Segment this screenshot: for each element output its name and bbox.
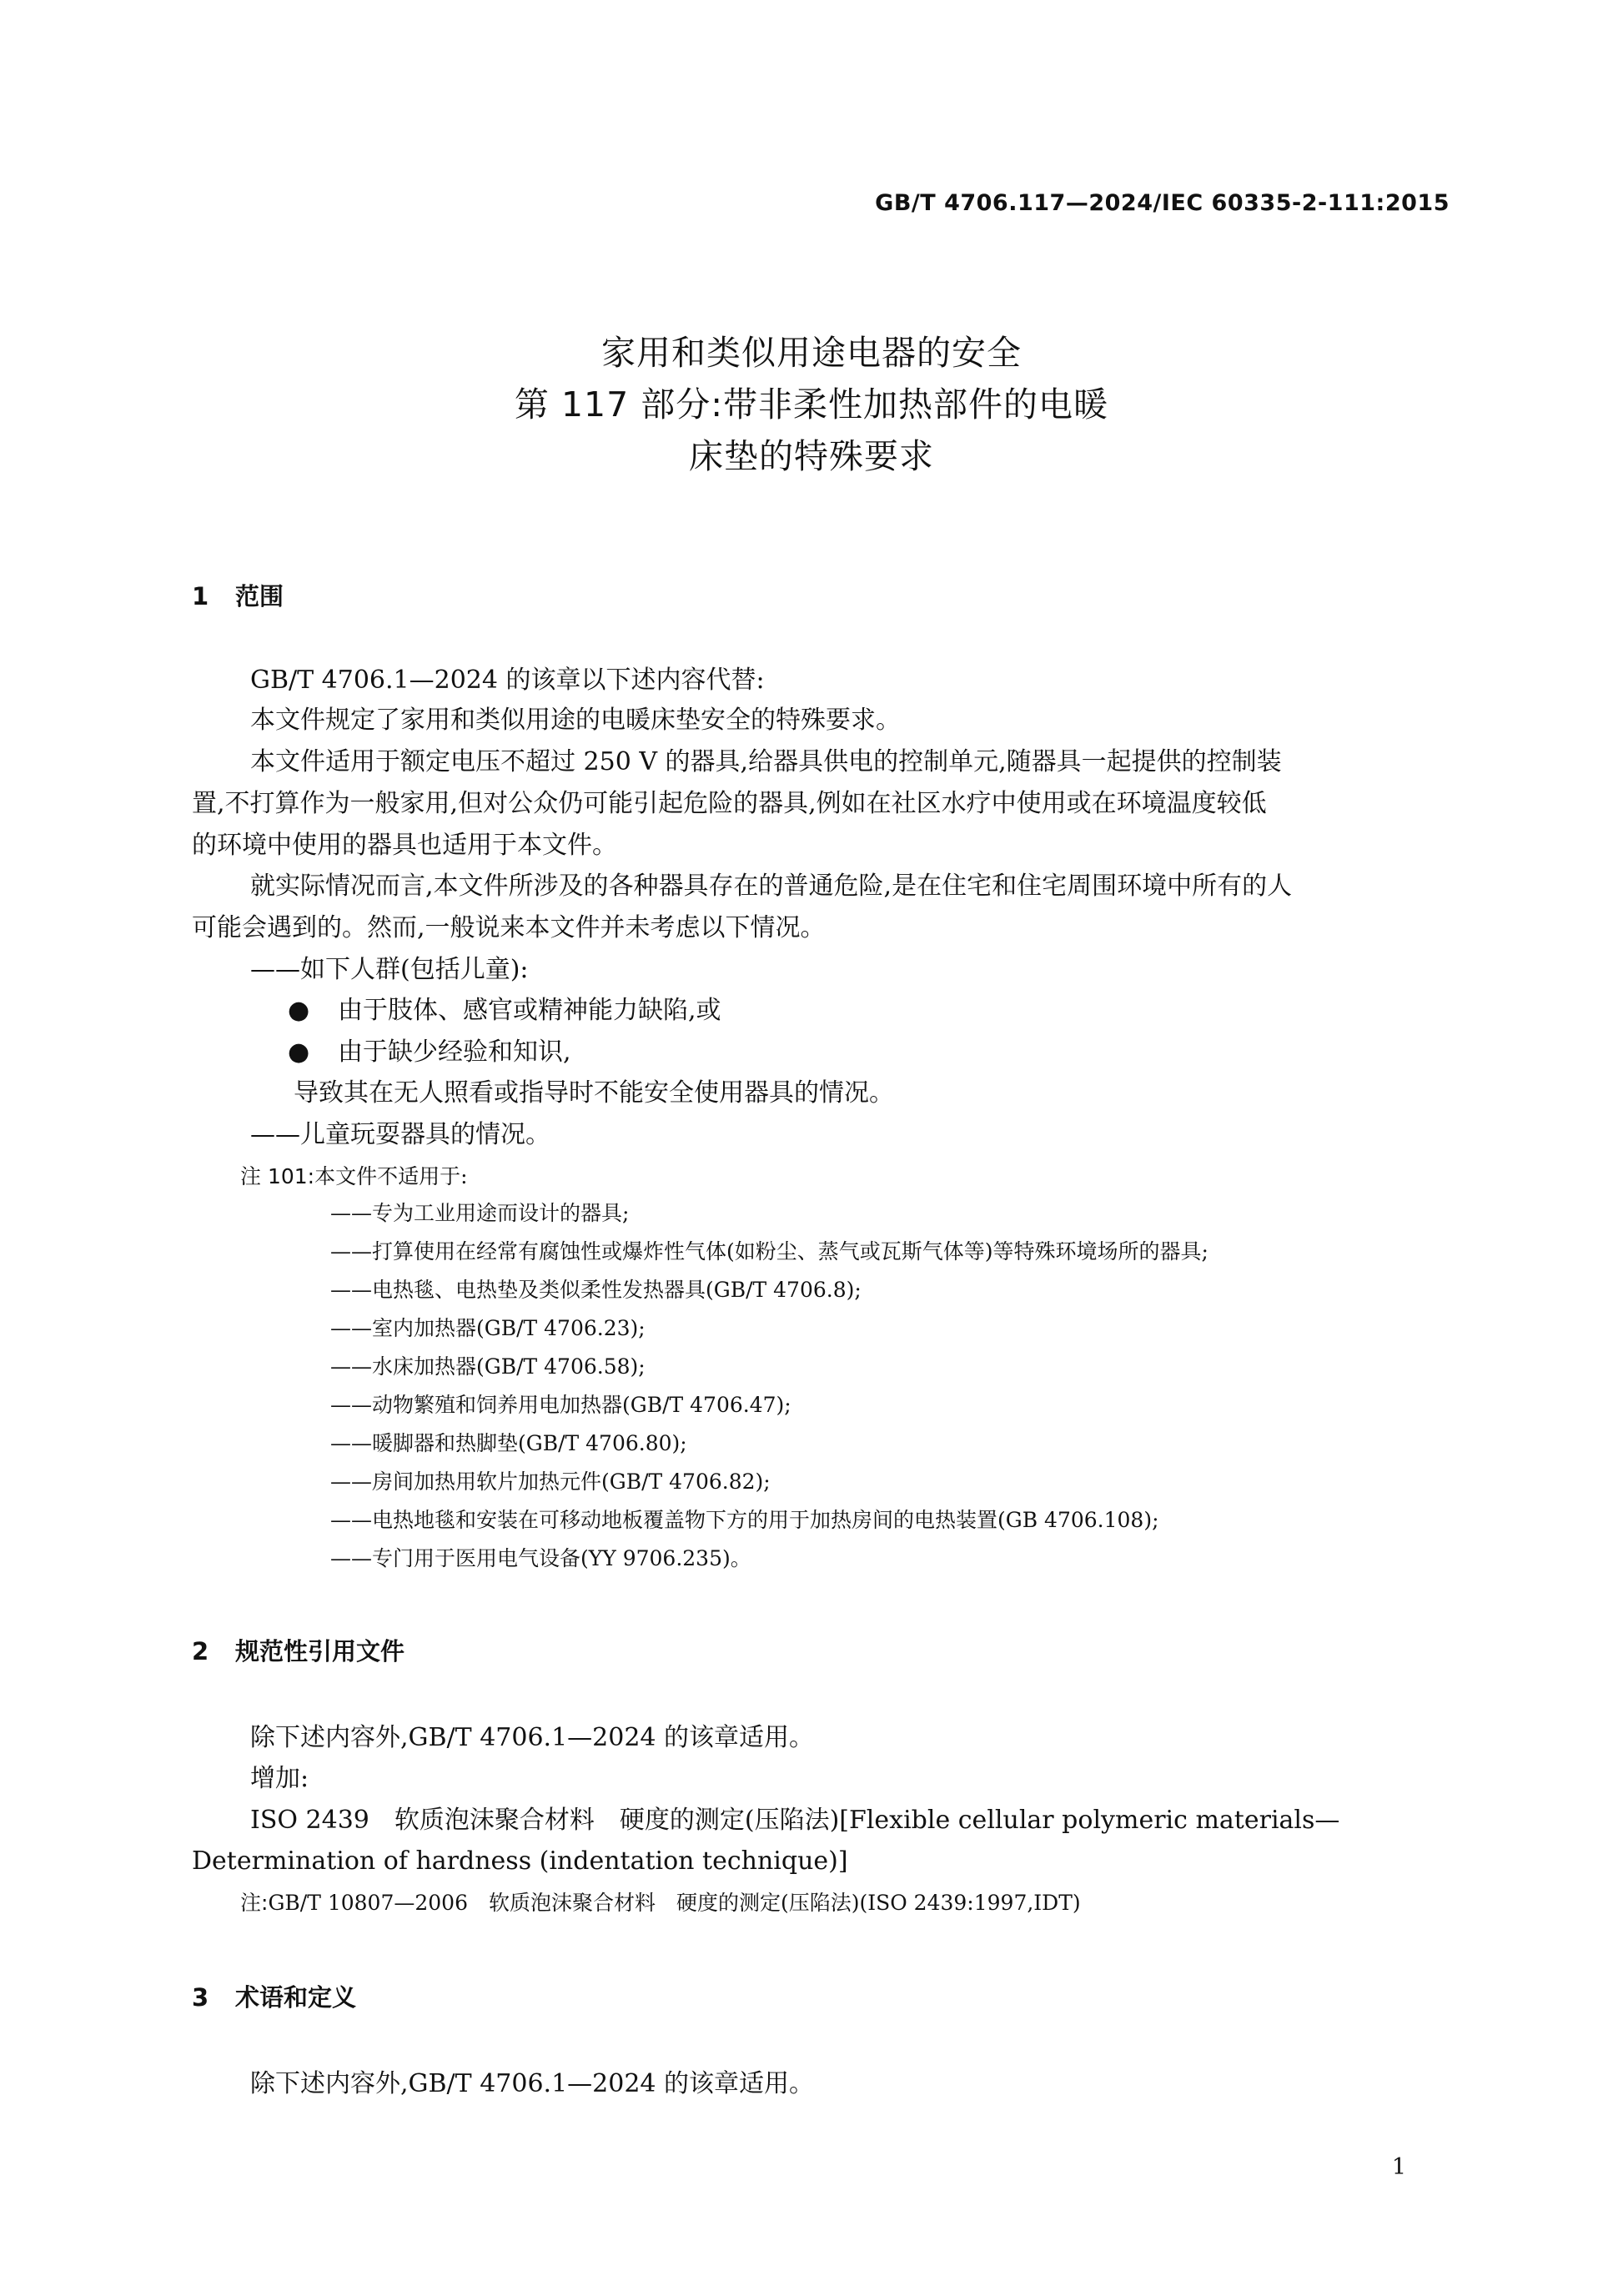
paragraph: 除下述内容外,GB/T 4706.1—2024 的该章适用。	[250, 1723, 815, 1752]
section-title: 术语和定义	[235, 1983, 357, 2012]
note-101	[240, 1162, 468, 1192]
bullet-tail: 导致其在无人照看或指导时不能安全使用器具的情况。	[294, 1078, 894, 1108]
note-text: GB/T 10807—2006 软质泡沫聚合材料 硬度的测定(压陷法)(ISO 2439:1997,IDT)	[268, 1891, 1081, 1915]
bullet-icon: ●	[288, 1037, 310, 1067]
paragraph: 除下述内容外,GB/T 4706.1—2024 的该章适用。	[250, 2069, 815, 2098]
paragraph-line: 的环境中使用的器具也适用于本文件。	[192, 831, 617, 860]
paragraph: 本文件规定了家用和类似用途的电暖床垫安全的特殊要求。	[250, 706, 901, 735]
section-2-heading	[192, 1633, 404, 1667]
note	[240, 1888, 1081, 1918]
title-line-1: 家用和类似用途电器的安全	[601, 333, 1022, 373]
section-number: 1	[192, 582, 209, 610]
dash-item: ——儿童玩耍器具的情况。	[250, 1120, 550, 1149]
note-item: ——水床加热器(GB/T 4706.58);	[330, 1354, 646, 1379]
bullet-text: 由于肢体、感官或精神能力缺陷,或	[338, 996, 721, 1025]
note-label: 注 101:	[240, 1164, 315, 1188]
section-1-heading	[192, 578, 284, 612]
note-item: ——动物繁殖和饲养用电加热器(GB/T 4706.47);	[330, 1393, 791, 1417]
note-item: ——电热毯、电热垫及类似柔性发热器具(GB/T 4706.8);	[330, 1278, 862, 1302]
title-line-2: 第 117 部分:带非柔性加热部件的电暖	[514, 384, 1109, 425]
paragraph-line: 可能会遇到的。然而,一般说来本文件并未考虑以下情况。	[192, 913, 826, 942]
section-title: 范围	[235, 582, 284, 610]
section-3-heading	[192, 1979, 356, 2013]
section-title: 规范性引用文件	[235, 1637, 405, 1665]
paragraph-line: 就实际情况而言,本文件所涉及的各种器具存在的普通危险,是在住宅和住宅周围环境中所有的人	[250, 872, 1293, 901]
section-number: 2	[192, 1637, 209, 1665]
note-item: ——电热地毯和安装在可移动地板覆盖物下方的用于加热房间的电热装置(GB 4706.108);	[330, 1508, 1159, 1532]
note-item: ——室内加热器(GB/T 4706.23);	[330, 1316, 646, 1340]
bullet-text: 由于缺少经验和知识,	[338, 1037, 571, 1067]
paragraph-line: 本文件适用于额定电压不超过 250 V 的器具,给器具供电的控制单元,随器具一起提供的控制装	[250, 747, 1282, 776]
standard-code: GB/T 4706.117—2024/IEC 60335-2-111:2015	[875, 190, 1450, 216]
paragraph: 增加:	[250, 1764, 309, 1793]
section-number: 3	[192, 1983, 209, 2012]
reference-line: Determination of hardness (indentation technique)]	[192, 1846, 848, 1876]
dash-item: ——如下人群(包括儿童):	[250, 955, 529, 984]
note-item: ——房间加热用软片加热元件(GB/T 4706.82);	[330, 1470, 771, 1494]
bullet-icon: ●	[288, 996, 310, 1025]
bullet-item	[288, 1036, 571, 1069]
note-label: 注:	[240, 1891, 269, 1915]
document-title	[0, 327, 1623, 482]
title-line-3: 床垫的特殊要求	[689, 436, 934, 476]
note-text: 本文件不适用于:	[314, 1164, 468, 1188]
paragraph-line: 置,不打算作为一般家用,但对公众仍可能引起危险的器具,例如在社区水疗中使用或在环境温度较低	[192, 789, 1267, 818]
page-number: 1	[1391, 2154, 1406, 2180]
note-item: ——专为工业用途而设计的器具;	[330, 1201, 630, 1225]
reference-line: ISO 2439 软质泡沫聚合材料 硬度的测定(压陷法)[Flexible cellular polymeric materials—	[250, 1806, 1340, 1835]
note-item: ——专门用于医用电气设备(YY 9706.235)。	[330, 1546, 751, 1570]
note-item: ——打算使用在经常有腐蚀性或爆炸性气体(如粉尘、蒸气或瓦斯气体等)等特殊环境场所的器具;	[330, 1239, 1208, 1264]
note-item: ——暖脚器和热脚垫(GB/T 4706.80);	[330, 1431, 687, 1455]
bullet-item	[288, 994, 721, 1027]
paragraph: GB/T 4706.1—2024 的该章以下述内容代替:	[250, 666, 765, 695]
